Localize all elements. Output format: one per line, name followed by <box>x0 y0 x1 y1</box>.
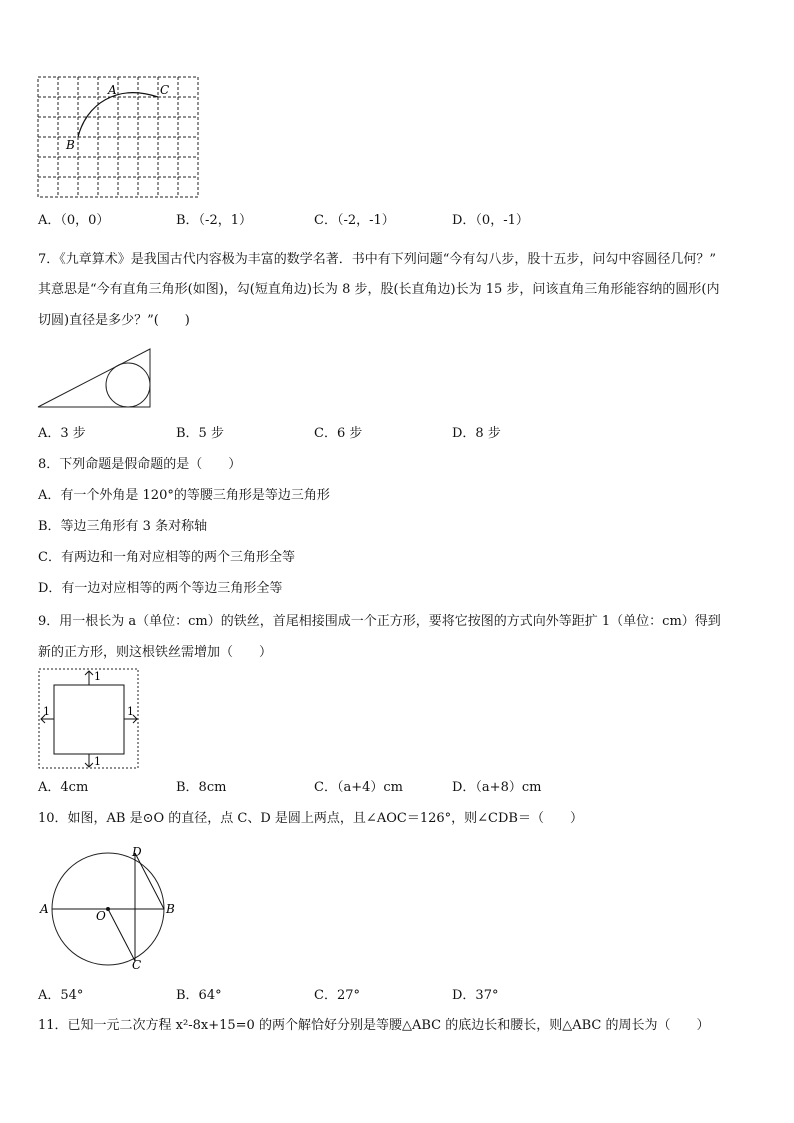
q7-triangle-figure <box>36 346 154 410</box>
q7-option-b[interactable]: B．5 步 <box>176 426 224 441</box>
q9-option-c[interactable]: C．（a+4）cm <box>314 780 403 795</box>
q6-label-a: A <box>108 83 117 97</box>
q10-stem: 10．如图，AB 是⊙O 的直径，点 C、D 是圆上两点，且∠AOC＝126°，则∠CDB＝（ ） <box>38 811 583 826</box>
q7-stem-line-1: 7．《九章算术》是我国古代内容极为丰富的数学名著．书中有下列问题“今有勾八步，股十五步，问勾中容圆径几何？” <box>38 252 717 267</box>
q8-stem: 8．下列命题是假命题的是（ ） <box>38 457 242 472</box>
q9-option-a[interactable]: A．4cm <box>38 780 89 795</box>
q8-choice-a[interactable]: A．有一个外角是 120°的等腰三角形是等边三角形 <box>38 488 330 503</box>
q10-option-d[interactable]: D．37° <box>452 988 499 1003</box>
q9-option-b[interactable]: B．8cm <box>176 780 227 795</box>
q6-option-b[interactable]: B．（-2，1） <box>176 213 252 228</box>
q6-option-a[interactable]: A．（0，0） <box>38 213 110 228</box>
q8-choice-d[interactable]: D．有一边对应相等的两个等边三角形全等 <box>38 581 283 596</box>
q6-label-c: C <box>160 83 170 97</box>
q9-stem-line-1: 9．用一根长为 a（单位：cm）的铁丝，首尾相接围成一个正方形，要将它按图的方式向外等距扩 1（单位：cm）得到 <box>38 614 721 629</box>
q10-circle-figure <box>38 846 178 970</box>
q6-grid-figure <box>36 75 200 199</box>
q9-option-d[interactable]: D．（a+8）cm <box>452 780 542 795</box>
q9-label-top: 1 <box>94 670 101 683</box>
q7-option-a[interactable]: A．3 步 <box>38 426 86 441</box>
q6-label-b: B <box>66 138 75 152</box>
q8-choice-b[interactable]: B．等边三角形有 3 条对称轴 <box>38 519 208 534</box>
q10-label-a: A <box>40 902 49 916</box>
q11-stem: 11．已知一元二次方程 x²-8x+15=0 的两个解恰好分别是等腰△ABC 的底边长和腰长，则△ABC 的周长为（ ） <box>38 1018 710 1033</box>
q10-option-b[interactable]: B．64° <box>176 988 222 1003</box>
q7-option-d[interactable]: D．8 步 <box>452 426 501 441</box>
q10-label-c: C <box>132 958 142 970</box>
q9-label-right: 1 <box>127 705 134 718</box>
q10-label-o: O <box>96 909 106 923</box>
q9-label-left: 1 <box>43 705 50 718</box>
q7-stem-line-2: 其意思是“今有直角三角形(如图)，勾(短直角边)长为 8 步，股(长直角边)长为 15 步，问该直角三角形能容纳的圆形(内 <box>38 282 720 297</box>
q8-choice-c[interactable]: C．有两边和一角对应相等的两个三角形全等 <box>38 550 295 565</box>
q10-option-c[interactable]: C．27° <box>314 988 360 1003</box>
q7-stem-line-3: 切圆)直径是多少？”( ) <box>38 313 190 328</box>
q7-option-c[interactable]: C．6 步 <box>314 426 363 441</box>
q10-option-a[interactable]: A．54° <box>38 988 84 1003</box>
q6-option-d[interactable]: D．（0，-1） <box>452 213 529 228</box>
q6-option-c[interactable]: C．（-2，-1） <box>314 213 395 228</box>
q10-label-d: D <box>132 846 142 859</box>
q9-stem-line-2: 新的正方形，则这根铁丝需增加（ ） <box>38 645 273 660</box>
q10-label-b: B <box>166 902 175 916</box>
q9-square-figure <box>38 668 140 770</box>
q9-label-bottom: 1 <box>94 755 101 768</box>
